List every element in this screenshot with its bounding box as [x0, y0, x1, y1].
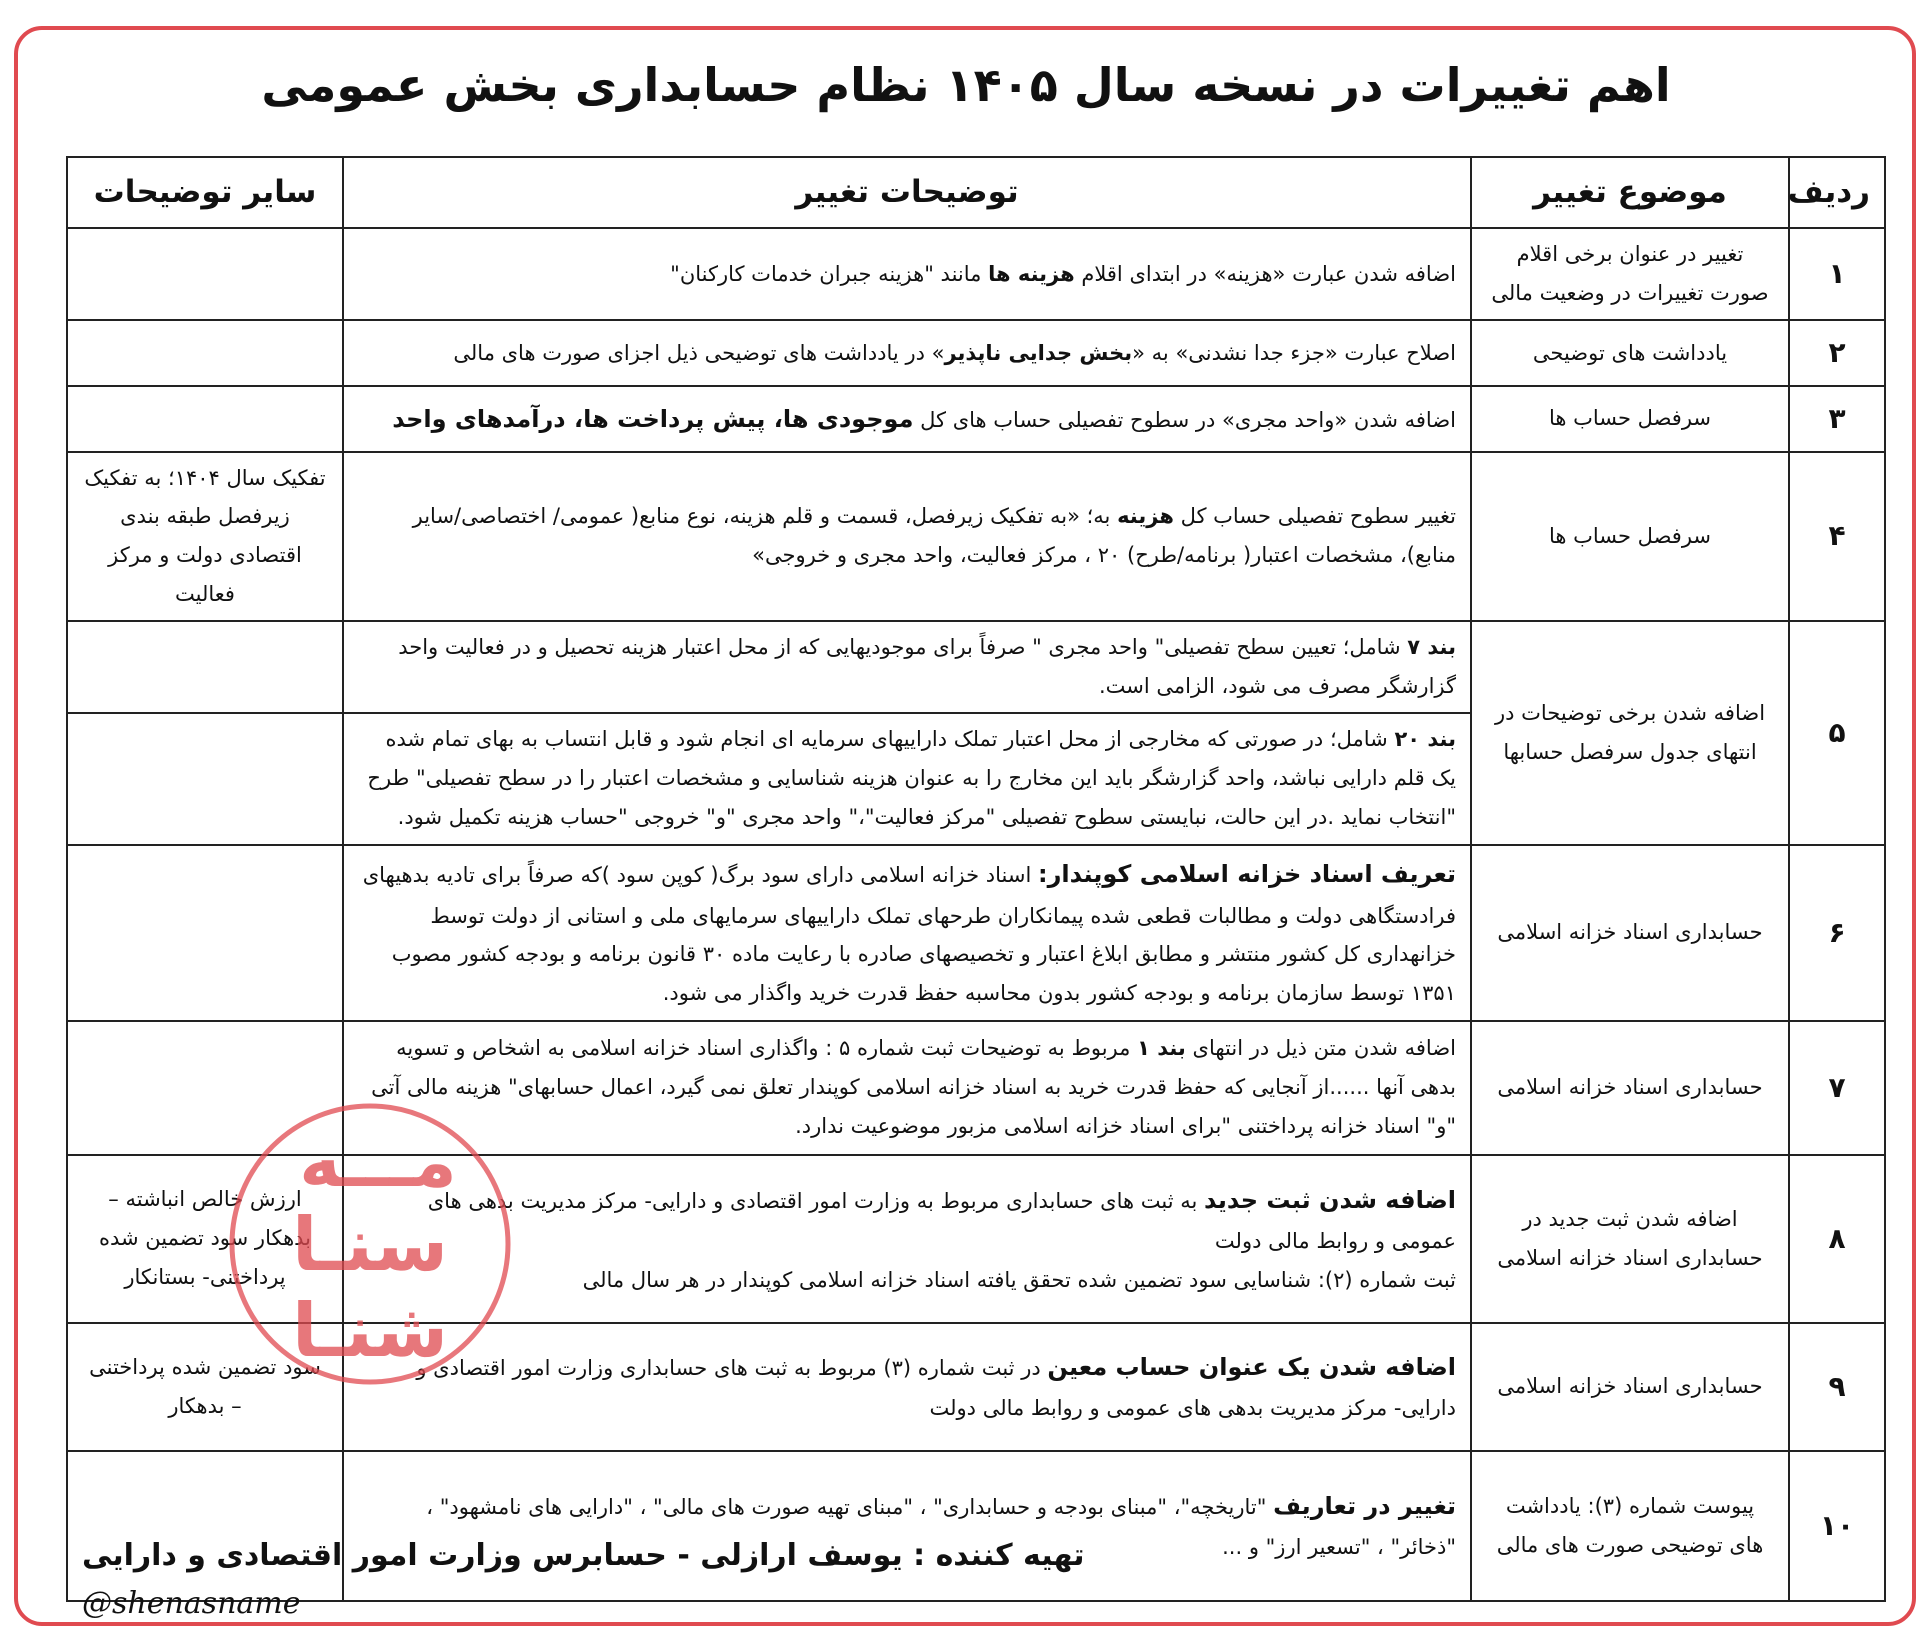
stamp-text: مـــه — [299, 1121, 457, 1203]
change-subject: پیوست شماره (۳): یادداشت های توضیحی صورت های مالی — [1471, 1451, 1789, 1601]
description-text: اضافه شدن عبارت «هزینه» در ابتدای اقلام — [1081, 261, 1456, 286]
change-description — [343, 1323, 1471, 1451]
stamp-text: سنـا — [291, 1202, 449, 1288]
header-radif: ردیف — [1789, 157, 1885, 228]
table-row — [67, 621, 1885, 713]
description-text: اضافه شدن «واحد مجری» در سطوح تفصیلی حساب های کل — [920, 407, 1456, 432]
change-subject: تغییر در عنوان برخی اقلام صورت تغییرات در وضعیت مالی — [1471, 228, 1789, 320]
description-text: اسناد خزانه اسلامی دارای سود برگ( کوپن سود )که صرفاً برای تادیه بدهیهای فرادستگاهی دولت و مطالبات قطعی شده پیمانکاران طرحهای تملک داراییهای سرمایهای ملی و استانی از دولت توسط خزانهداری کل کشور منتشر و مطابق ابلاغ اعتبار و تخصیصهای صادره با رعایت ماده ۳۰ قانون برنامه و بودجه کشور مصوب ۱۳۵۱ توسط سازمان برنامه و بودجه کشور بدون محاسبه حفظ قدرت خرید واگذار می شود. — [362, 863, 1456, 1006]
table-row — [67, 1021, 1885, 1155]
other-notes — [67, 320, 343, 386]
row-number: ۴ — [1789, 452, 1885, 621]
header-sayer: سایر توضیحات — [67, 157, 343, 228]
other-notes: ارزش خالص انباشته – بدهکار سود تضمین شده پرداختنی- بستانکار — [67, 1155, 343, 1323]
description-text: مربوط به توضیحات ثبت شماره ۵ : واگذاری اسناد خزانه اسلامی به اشخاص و تسویه بدهی آنها ......از آنجایی که حفظ قدرت خرید به اسناد خزانه اسلامی کوپندار تعلق نمی گیرد، اعمال حسابهای" هزینه مالی آتی "و" اسناد خزانه پرداختنی "برای اسناد خزانه اسلامی مزبور موضوعیت ندارد. — [371, 1036, 1456, 1139]
description-text: شامل؛ تعیین سطح تفصیلی" واحد مجری " صرفاً برای موجودیهایی که از محل اعتبار هزینه تحصیل و در فعالیت واحد گزارشگر مصرف می شود، الزامی است. — [398, 635, 1456, 698]
row-number: ۲ — [1789, 320, 1885, 386]
change-description — [343, 1155, 1471, 1323]
row-number: ۶ — [1789, 845, 1885, 1021]
header-mowzu: موضوع تغییر — [1471, 157, 1789, 228]
description-text: ثبت شماره (۲): شناسایی سود تضمین شده تحقق یافته اسناد خزانه اسلامی کوپندار در هر سال مالی — [582, 1267, 1456, 1292]
stamp-text: شنـا — [291, 1288, 449, 1374]
description-text: شامل؛ در صورتی که مخارجی از محل اعتبار تملک داراییهای سرمایه ای انجام شود و قابل انتساب به بهای تمام شده یک قلم دارایی نباشد، واحد گزارشگر باید این مخارج را به عنوان هزینه شناسایی و مشخصات اعتبار را در سطح تفصیلی" طرح "انتخاب نماید .در این حالت، نبایستی سطوح تفصیلی "مرکز فعالیت"،" واحد مجری "و" خروجی "حساب هزینه تکمیل شود. — [367, 727, 1456, 830]
change-description — [343, 621, 1471, 713]
other-notes — [67, 1451, 343, 1601]
description-text: به؛ «به تفکیک زیرفصل، قسمت و قلم هزینه، نوع منابع( عمومی/ اختصاصی/سایر منابع)، مشخصات اعتبار( برنامه/طرح) ۲۰ ، مرکز فعالیت، واحد مجری و خروجی» — [412, 504, 1456, 568]
description-bold: بند ۷ — [1407, 635, 1456, 659]
row-number: ۷ — [1789, 1021, 1885, 1155]
change-subject: حسابداری اسناد خزانه اسلامی — [1471, 1021, 1789, 1155]
change-description — [343, 1451, 1471, 1601]
table-row — [67, 228, 1885, 320]
changes-table — [66, 156, 1886, 1602]
description-text: اصلاح عبارت «جزء جدا نشدنی» به « — [1132, 340, 1456, 365]
table-row — [67, 320, 1885, 386]
change-description — [343, 713, 1471, 845]
other-notes — [67, 621, 343, 713]
table-row — [67, 1155, 1885, 1323]
description-text: "تاریخچه"، "مبنای بودجه و حسابداری" ، "مبنای تهیه صورت های مالی" ، "دارایی های نامشهود" ، "ذخائر" ، "تسعیر ارز" و ... — [426, 1495, 1456, 1560]
description-text: تغییر سطوح تفصیلی حساب کل — [1180, 504, 1456, 529]
change-subject: اضافه شدن ثبت جدید در حسابداری اسناد خزانه اسلامی — [1471, 1155, 1789, 1323]
description-text: مانند "هزینه جبران خدمات کارکنان" — [670, 261, 982, 286]
change-subject: اضافه شدن برخی توضیحات در انتهای جدول سرفصل حسابها — [1471, 621, 1789, 845]
header-tozih: توضیحات تغییر — [343, 157, 1471, 228]
description-bold: اضافه شدن یک عنوان حساب معین — [1047, 1353, 1456, 1382]
description-text: به ثبت های حسابداری مربوط به وزارت امور اقتصادی و دارایی- مرکز مدیریت بدهی های عمومی و روابط مالی دولت — [427, 1188, 1456, 1254]
row-number: ۱ — [1789, 228, 1885, 320]
row-number: ۱۰ — [1789, 1451, 1885, 1601]
description-text: اضافه شدن متن ذیل در انتهای — [1192, 1036, 1456, 1061]
row-number: ۳ — [1789, 386, 1885, 452]
row-number: ۸ — [1789, 1155, 1885, 1323]
change-subject: سرفصل حساب ها — [1471, 452, 1789, 621]
change-description — [343, 452, 1471, 621]
change-subject: سرفصل حساب ها — [1471, 386, 1789, 452]
table-row — [67, 1323, 1885, 1451]
other-notes: سود تضمین شده پرداختنی – بدهکار — [67, 1323, 343, 1451]
change-description — [343, 1021, 1471, 1155]
description-bold: هزینه ها — [988, 261, 1075, 286]
change-description — [343, 845, 1471, 1021]
description-bold: بند ۲۰ — [1394, 727, 1456, 752]
table-row — [67, 1451, 1885, 1601]
description-text: » در یادداشت های توضیحی ذیل اجزای صورت های مالی — [453, 340, 945, 365]
change-description — [343, 320, 1471, 386]
description-bold: بند ۱ — [1137, 1036, 1186, 1061]
change-description — [343, 386, 1471, 452]
row-number: ۹ — [1789, 1323, 1885, 1451]
other-notes: تفکیک سال ۱۴۰۴؛ به تفکیک زیرفصل طبقه بندی اقتصادی دولت و مرکز فعالیت — [67, 452, 343, 621]
table-row — [67, 845, 1885, 1021]
description-bold: تعریف اسناد خزانه اسلامی کوپندار: — [1038, 860, 1456, 889]
other-notes — [67, 386, 343, 452]
table-header-row — [67, 157, 1885, 228]
description-bold: بخش جدایی ناپذیر — [944, 340, 1133, 365]
table-row — [67, 452, 1885, 621]
change-subject: یادداشت های توضیحی — [1471, 320, 1789, 386]
prepared-by: تهیه کننده : یوسف ارازلی - حسابرس وزارت امور اقتصادی و دارایی — [82, 1538, 1085, 1573]
other-notes — [67, 845, 343, 1021]
table-row — [67, 386, 1885, 452]
change-description — [343, 228, 1471, 320]
change-subject: حسابداری اسناد خزانه اسلامی — [1471, 1323, 1789, 1451]
description-bold: هزینه — [1117, 504, 1174, 529]
row-number: ۵ — [1789, 621, 1885, 845]
social-handle: @shenasname — [82, 1586, 301, 1621]
other-notes — [67, 228, 343, 320]
description-bold: اضافه شدن ثبت جدید — [1204, 1185, 1456, 1214]
description-bold: تغییر در تعاریف — [1273, 1492, 1456, 1521]
other-notes — [67, 1021, 343, 1155]
description-text: در ثبت شماره (۳) مربوط به ثبت های حسابداری وزارت امور اقتصادی و دارایی- مرکز مدیریت بدهی های عمومی و روابط مالی دولت — [416, 1356, 1456, 1421]
description-bold: موجودی ها، پیش پرداخت ها، درآمدهای واحد — [392, 404, 914, 433]
other-notes — [67, 713, 343, 845]
change-subject: حسابداری اسناد خزانه اسلامی — [1471, 845, 1789, 1021]
page-title: اهم تغییرات در نسخه سال ۱۴۰۵ نظام حسابداری بخش عمومی — [261, 58, 1671, 112]
